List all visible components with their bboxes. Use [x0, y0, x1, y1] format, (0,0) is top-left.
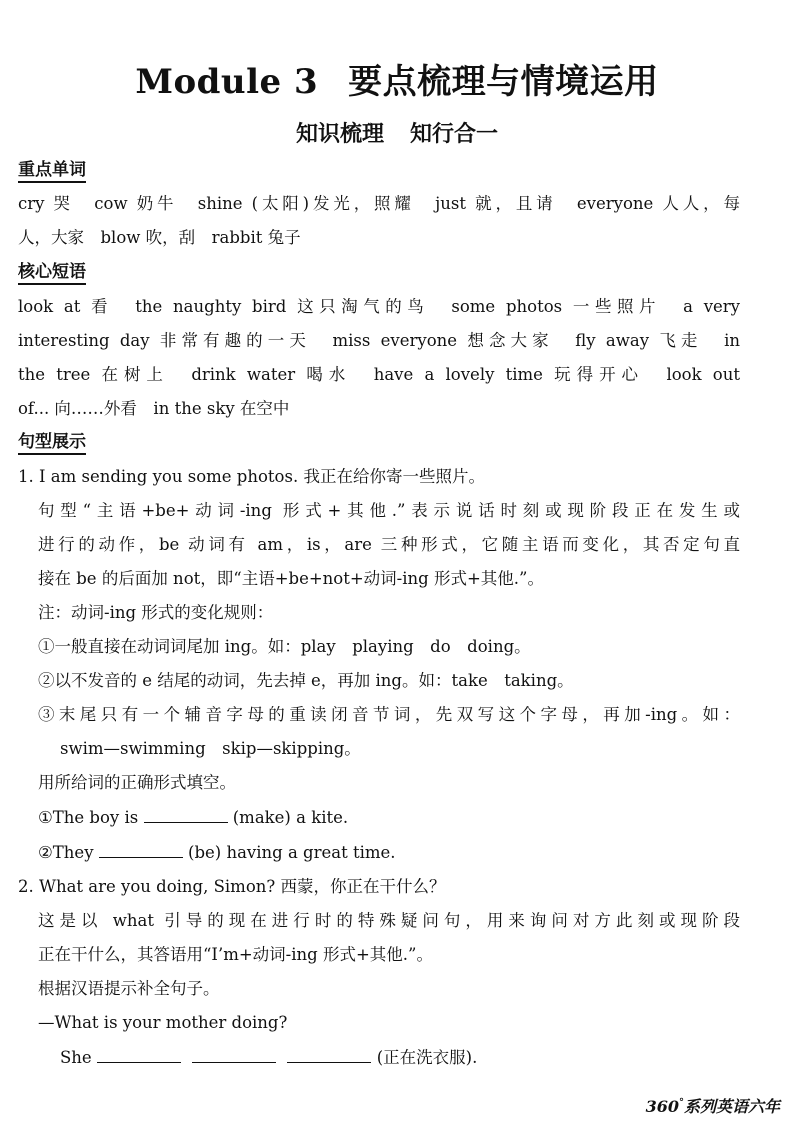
task-instruction: 根据汉语提示补全句子。 — [38, 979, 220, 998]
rule-line: ②以不发音的 e 结尾的动词，先去掉 e，再加 ing。如：take taking。 — [38, 671, 574, 690]
exercise-text: ①The boy is — [38, 808, 139, 827]
explanation-line: 这是以 what 引导的现在进行时的特殊疑问句，用来询问对方此刻或现阶段 — [38, 911, 740, 930]
exercise-item — [38, 841, 396, 864]
dialogue-question: —What is your mother doing? — [38, 1013, 288, 1032]
exercise-text: (正在洗衣服). — [376, 1048, 478, 1067]
module-topic: 要点梳理与情境运用 — [348, 62, 659, 102]
page-subtitle — [0, 117, 794, 148]
exercise-item — [60, 1046, 477, 1069]
explanation-line: 进行的动作，be 动词有 am，is，are 三种形式，它随主语而变化，其否定句直 — [38, 535, 740, 554]
answer-blank[interactable] — [144, 806, 228, 823]
rule-line: ①一般直接在动词词尾加 ing。如：play playing do doing。 — [38, 637, 531, 656]
footer-number: 360 — [645, 1097, 679, 1116]
page-title — [0, 54, 794, 103]
answer-blank[interactable] — [97, 1046, 181, 1063]
subtitle-right: 知行合一 — [410, 121, 499, 147]
phrases-line: of... 向……外看 in the sky 在空中 — [18, 399, 290, 418]
answer-blank[interactable] — [287, 1046, 371, 1063]
footer-degree-sign: ° — [678, 1097, 684, 1109]
phrases-line: interesting day 非常有趣的一天 miss everyone 想念大家 fly away 飞走 in — [18, 331, 740, 350]
rule-line: swim—swimming skip—skipping。 — [60, 739, 361, 758]
exercise-item — [38, 806, 348, 829]
exercise-text: (be) having a great time. — [188, 843, 396, 862]
words-line: cry 哭 cow 奶牛 shine (太阳)发光，照耀 just 就，且请 everyone 人人，每 — [18, 194, 740, 213]
exercise-text: (make) a kite. — [232, 808, 349, 827]
explanation-line: 正在干什么，其答语用“I’m+动词-ing 形式+其他.”。 — [38, 945, 433, 964]
phrases-heading: 核心短语 — [18, 262, 86, 285]
sentence-1: 1. I am sending you some photos. 我正在给你寄一些照片。 — [18, 467, 485, 486]
exercise-text: ②They — [38, 843, 94, 862]
module-label: Module 3 — [135, 62, 319, 102]
answer-blank[interactable] — [192, 1046, 276, 1063]
subtitle-left: 知识梳理 — [295, 121, 384, 147]
answer-blank[interactable] — [99, 841, 183, 858]
words-line: 人，大家 blow 吹，刮 rabbit 兔子 — [18, 228, 301, 247]
footer-series: 系列英语六年 — [683, 1097, 780, 1116]
note-line: 注：动词-ing 形式的变化规则： — [38, 603, 274, 622]
exercise-text: She — [60, 1048, 92, 1067]
sentence-2: 2. What are you doing, Simon? 西蒙，你正在干什么？ — [18, 877, 446, 896]
explanation-line: 句型“主语+be+动词-ing 形式+其他.”表示说话时刻或现阶段正在发生或 — [38, 501, 740, 520]
phrases-line: the tree 在树上 drink water 喝水 have a lovely time 玩得开心 look out — [18, 365, 740, 384]
phrases-line: look at 看 the naughty bird 这只淘气的鸟 some photos 一些照片 a very — [18, 297, 740, 316]
words-heading: 重点单词 — [18, 160, 86, 183]
page-footer — [646, 1094, 780, 1117]
task-instruction: 用所给词的正确形式填空。 — [38, 773, 236, 792]
sentences-heading: 句型展示 — [18, 432, 86, 455]
rule-line: ③末尾只有一个辅音字母的重读闭音节词，先双写这个字母，再加-ing。如： — [38, 705, 740, 724]
explanation-line: 接在 be 的后面加 not，即“主语+be+not+动词-ing 形式+其他.”。 — [38, 569, 544, 588]
